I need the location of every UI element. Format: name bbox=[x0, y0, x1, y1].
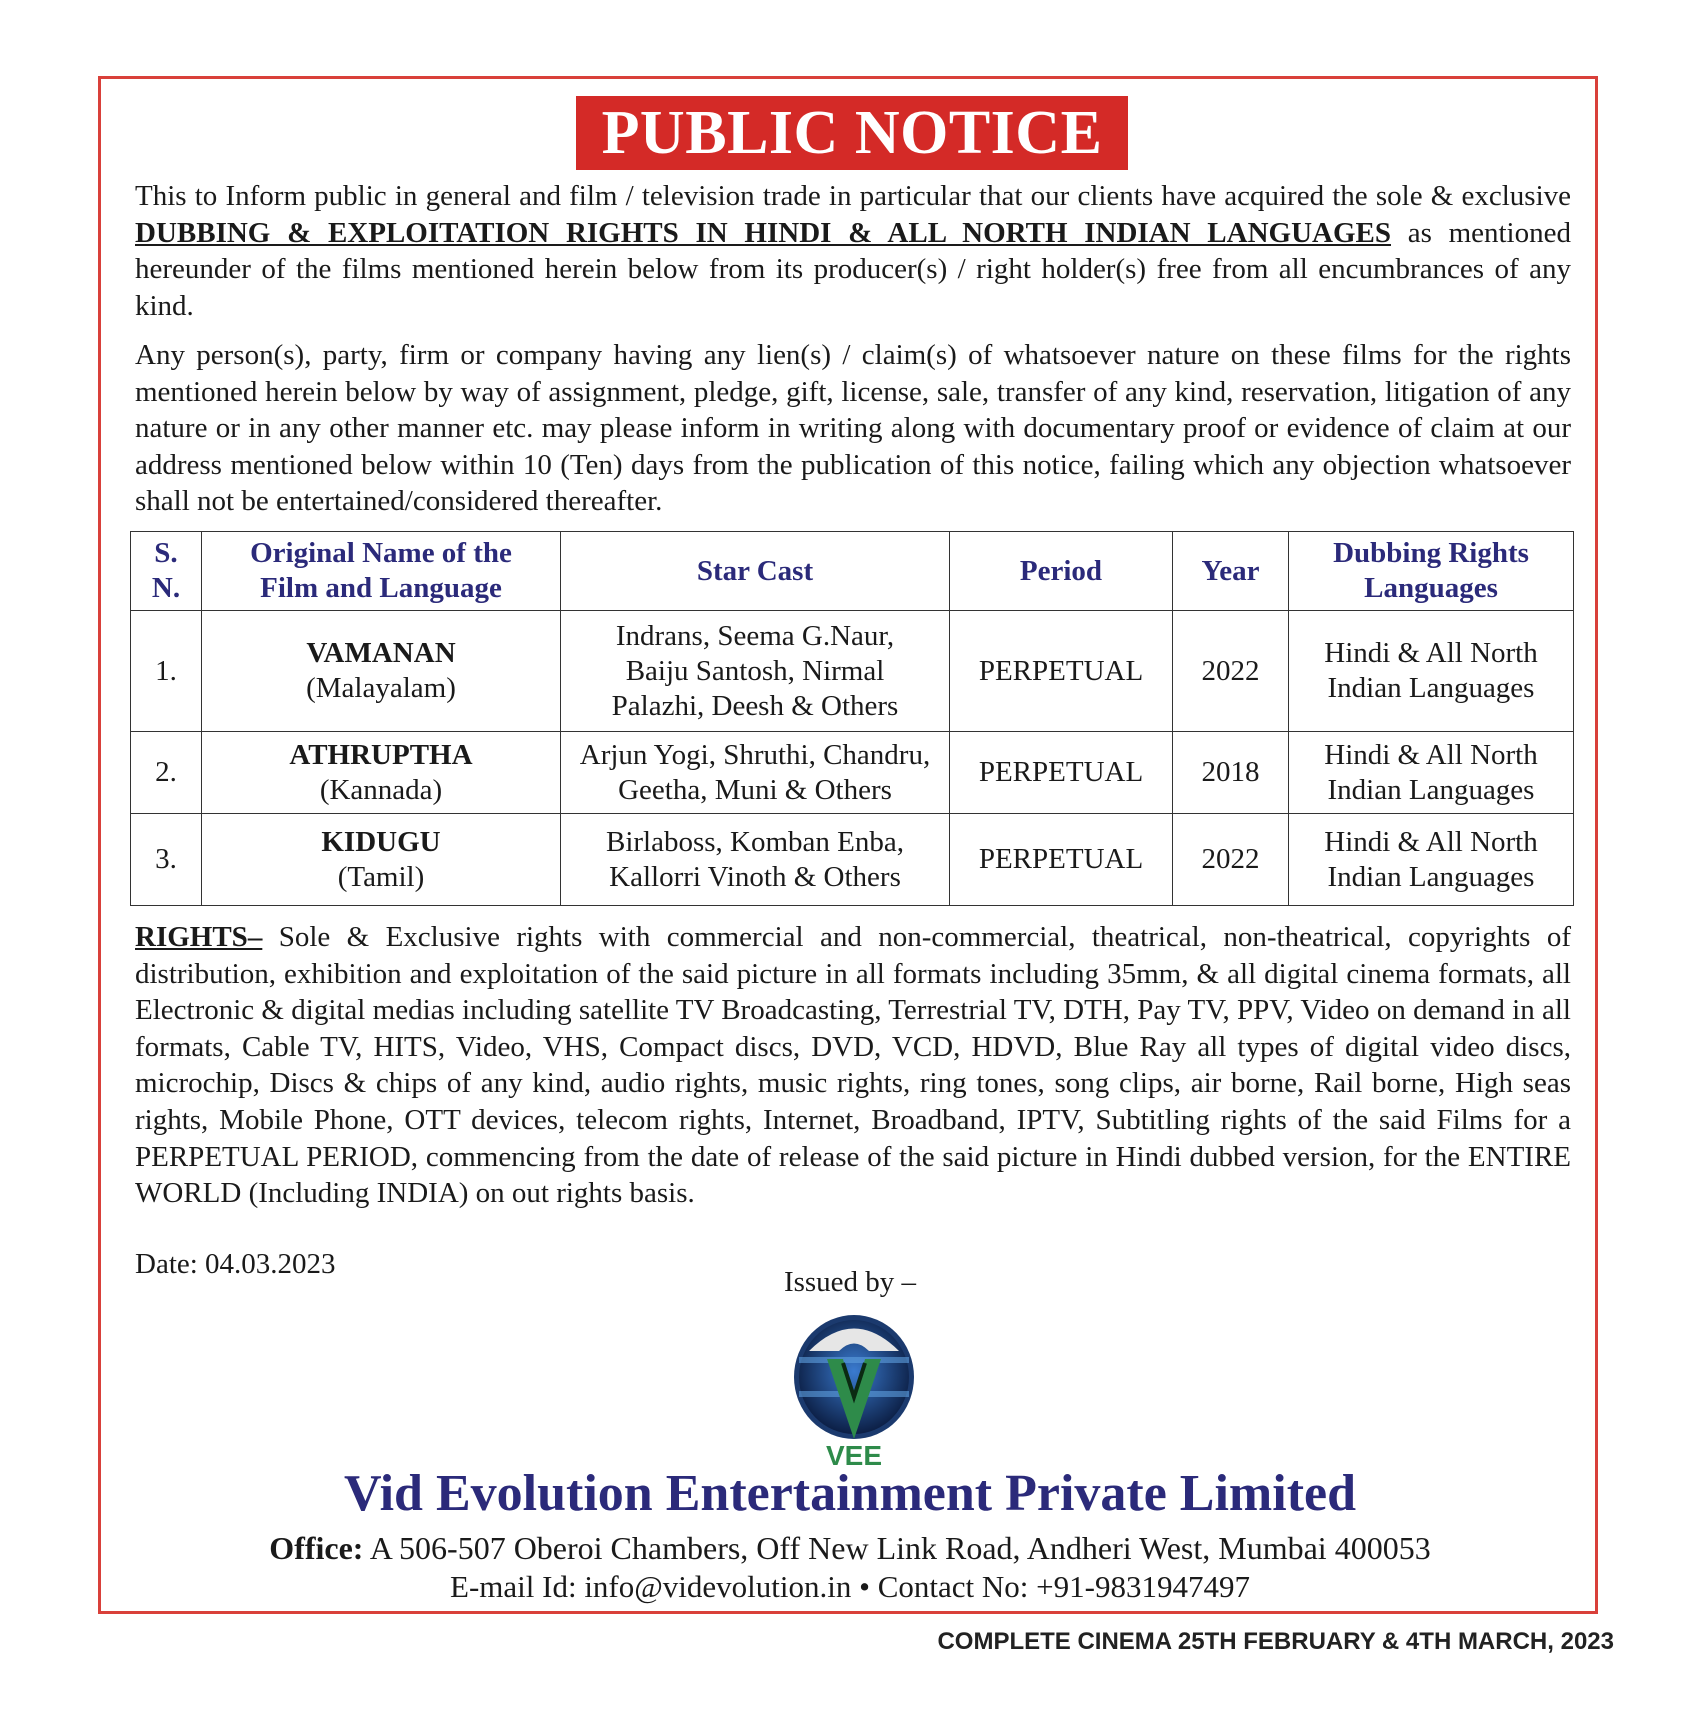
film-language: (Kannada) bbox=[319, 773, 443, 806]
cell-dubbing-languages: Hindi & All North Indian Languages bbox=[1289, 814, 1574, 906]
rights-highlight: DUBBING & EXPLOITATION RIGHTS IN HINDI & ALL NORTH INDIAN LANGUAGES bbox=[135, 216, 1391, 249]
notice-paragraph-2: Any person(s), party, firm or company having any lien(s) / claim(s) of whatsoever nature on these films for the rights mentioned herein below by way of assignment, pledge, gift, license, sale, transfer of any kind, reservation, litigation of any nature or in any other manner etc. may please inform in writing along with documentary proof or evidence of claim at our address mentioned below within 10 (Ten) days from the publication of this notice, failing which any objection whatsoever shall not be entertained/considered thereafter. bbox=[135, 339, 1571, 518]
table-row bbox=[131, 611, 1574, 732]
header-period: Period bbox=[950, 532, 1173, 611]
film-name: VAMANAN bbox=[306, 637, 456, 669]
film-name: ATHRUPTHA bbox=[289, 738, 473, 771]
office-address bbox=[0, 1530, 1700, 1567]
notice-title: PUBLIC NOTICE bbox=[576, 96, 1128, 170]
header-dubbing-languages: Dubbing Rights Languages bbox=[1289, 532, 1574, 611]
notice-date: Date: 04.03.2023 bbox=[135, 1248, 336, 1280]
cell-period: PERPETUAL bbox=[950, 611, 1173, 732]
cell-film bbox=[202, 611, 561, 732]
cell-star-cast: Indrans, Seema G.Naur, Baiju Santosh, Nirmal Palazhi, Deesh & Others bbox=[561, 611, 950, 732]
header-film-name: Original Name of the Film and Language bbox=[202, 532, 561, 611]
cell-sn: 1. bbox=[131, 611, 202, 732]
cell-year: 2022 bbox=[1173, 814, 1289, 906]
rights-paragraph bbox=[135, 919, 1571, 1212]
company-name: Vid Evolution Entertainment Private Limited bbox=[343, 1465, 1357, 1522]
vee-logo-icon bbox=[787, 1311, 921, 1469]
film-language: (Tamil) bbox=[337, 860, 425, 893]
cell-year: 2022 bbox=[1173, 611, 1289, 732]
header-sn: S. N. bbox=[131, 532, 202, 611]
cell-dubbing-languages: Hindi & All North Indian Languages bbox=[1289, 611, 1574, 732]
cell-film bbox=[202, 814, 561, 906]
logo-text: VEE bbox=[825, 1440, 883, 1469]
header-star-cast: Star Cast bbox=[561, 532, 950, 611]
cell-dubbing-languages: Hindi & All North Indian Languages bbox=[1289, 732, 1574, 814]
cell-sn: 2. bbox=[131, 732, 202, 814]
cell-film bbox=[202, 732, 561, 814]
film-name: KIDUGU bbox=[321, 825, 441, 858]
table-header-row bbox=[131, 532, 1574, 611]
film-language: (Malayalam) bbox=[306, 672, 456, 704]
contact-details: E-mail Id: info@videvolution.in • Contact No: +91-9831947497 bbox=[450, 1569, 1250, 1604]
cell-year: 2018 bbox=[1173, 732, 1289, 814]
cell-period: PERPETUAL bbox=[950, 732, 1173, 814]
cell-sn: 3. bbox=[131, 814, 202, 906]
issued-by: Issued by – bbox=[783, 1266, 917, 1298]
office-address-text: A 506-507 Oberoi Chambers, Off New Link Road, Andheri West, Mumbai 400053 bbox=[363, 1530, 1431, 1566]
rights-label: RIGHTS– bbox=[135, 921, 263, 953]
notice-paragraph-1 bbox=[135, 178, 1571, 324]
cell-star-cast: Arjun Yogi, Shruthi, Chandru, Geetha, Muni & Others bbox=[561, 732, 950, 814]
paragraph-1-start: This to Inform public in general and film / television trade in particular that our clients have acquired the sole & exclusive bbox=[135, 180, 1571, 212]
office-label: Office: bbox=[269, 1530, 364, 1566]
table-row bbox=[131, 814, 1574, 906]
films-table bbox=[130, 531, 1574, 906]
rights-text: Sole & Exclusive rights with commercial and non-commercial, theatrical, non-theatrical, copyrights of distribution, exhibition and exploitation of the said picture in all formats including 35mm, & all digital cinema formats, all Electronic & digital medias including satellite TV Broadcasting, Terrestrial TV, DTH, Pay TV, PPV, Video on demand in all formats, Cable TV, HITS, Video, VHS, Compact discs, DVD, VCD, HDVD, Blue Ray all types of digital video discs, microchip, Discs & chips of any kind, audio rights, music rights, ring tones, song clips, air borne, Rail borne, High seas rights, Mobile Phone, OTT devices, telecom rights, Internet, Broadband, IPTV, Subtitling rights of the said Films for a PERPETUAL PERIOD, commencing from the date of release of the said picture in Hindi dubbed version, for the ENTIRE WORLD (Including INDIA) on out rights basis. bbox=[135, 921, 1571, 1210]
publication-footer: COMPLETE CINEMA 25TH FEBRUARY & 4TH MARCH, 2023 bbox=[937, 1628, 1614, 1655]
cell-period: PERPETUAL bbox=[950, 814, 1173, 906]
table-row bbox=[131, 732, 1574, 814]
header-year: Year bbox=[1173, 532, 1289, 611]
paragraph-1-end: as mentioned hereunder of the films mentioned herein below from its producer(s) / right holder(s) free from all encumbrances of any kind. bbox=[135, 216, 1571, 322]
cell-star-cast: Birlaboss, Komban Enba, Kallorri Vinoth & Others bbox=[561, 814, 950, 906]
